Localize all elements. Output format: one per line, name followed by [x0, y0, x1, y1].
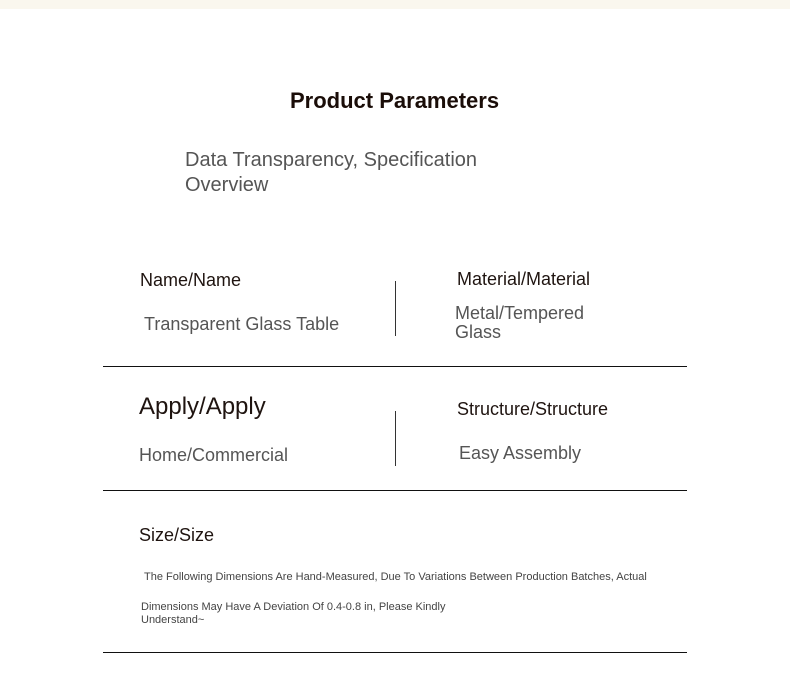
name-label: Name/Name [140, 270, 242, 290]
page-subtitle: Data Transparency, Specification Overview [185, 149, 478, 196]
apply-value: Home/Commercial [139, 445, 289, 465]
column-divider [395, 411, 396, 466]
top-band [0, 0, 790, 9]
structure-value: Easy Assembly [459, 443, 582, 463]
page-title: Product Parameters [290, 88, 500, 113]
material-value: Metal/Tempered Glass [455, 303, 585, 342]
material-label: Material/Material [457, 269, 591, 289]
row-divider [103, 366, 687, 367]
name-value: Transparent Glass Table [144, 314, 340, 334]
row-divider [103, 652, 687, 653]
size-note-line1: The Following Dimensions Are Hand-Measured, Due To Variations Between Production Batches, Actual [144, 571, 647, 583]
row-divider [103, 490, 687, 491]
size-note-line2: Dimensions May Have A Deviation Of 0.4-0.8 in, Please Kindly Understand~ [141, 601, 446, 626]
apply-label: Apply/Apply [139, 393, 266, 420]
column-divider [395, 281, 396, 336]
size-label: Size/Size [139, 525, 215, 545]
structure-label: Structure/Structure [457, 399, 609, 419]
